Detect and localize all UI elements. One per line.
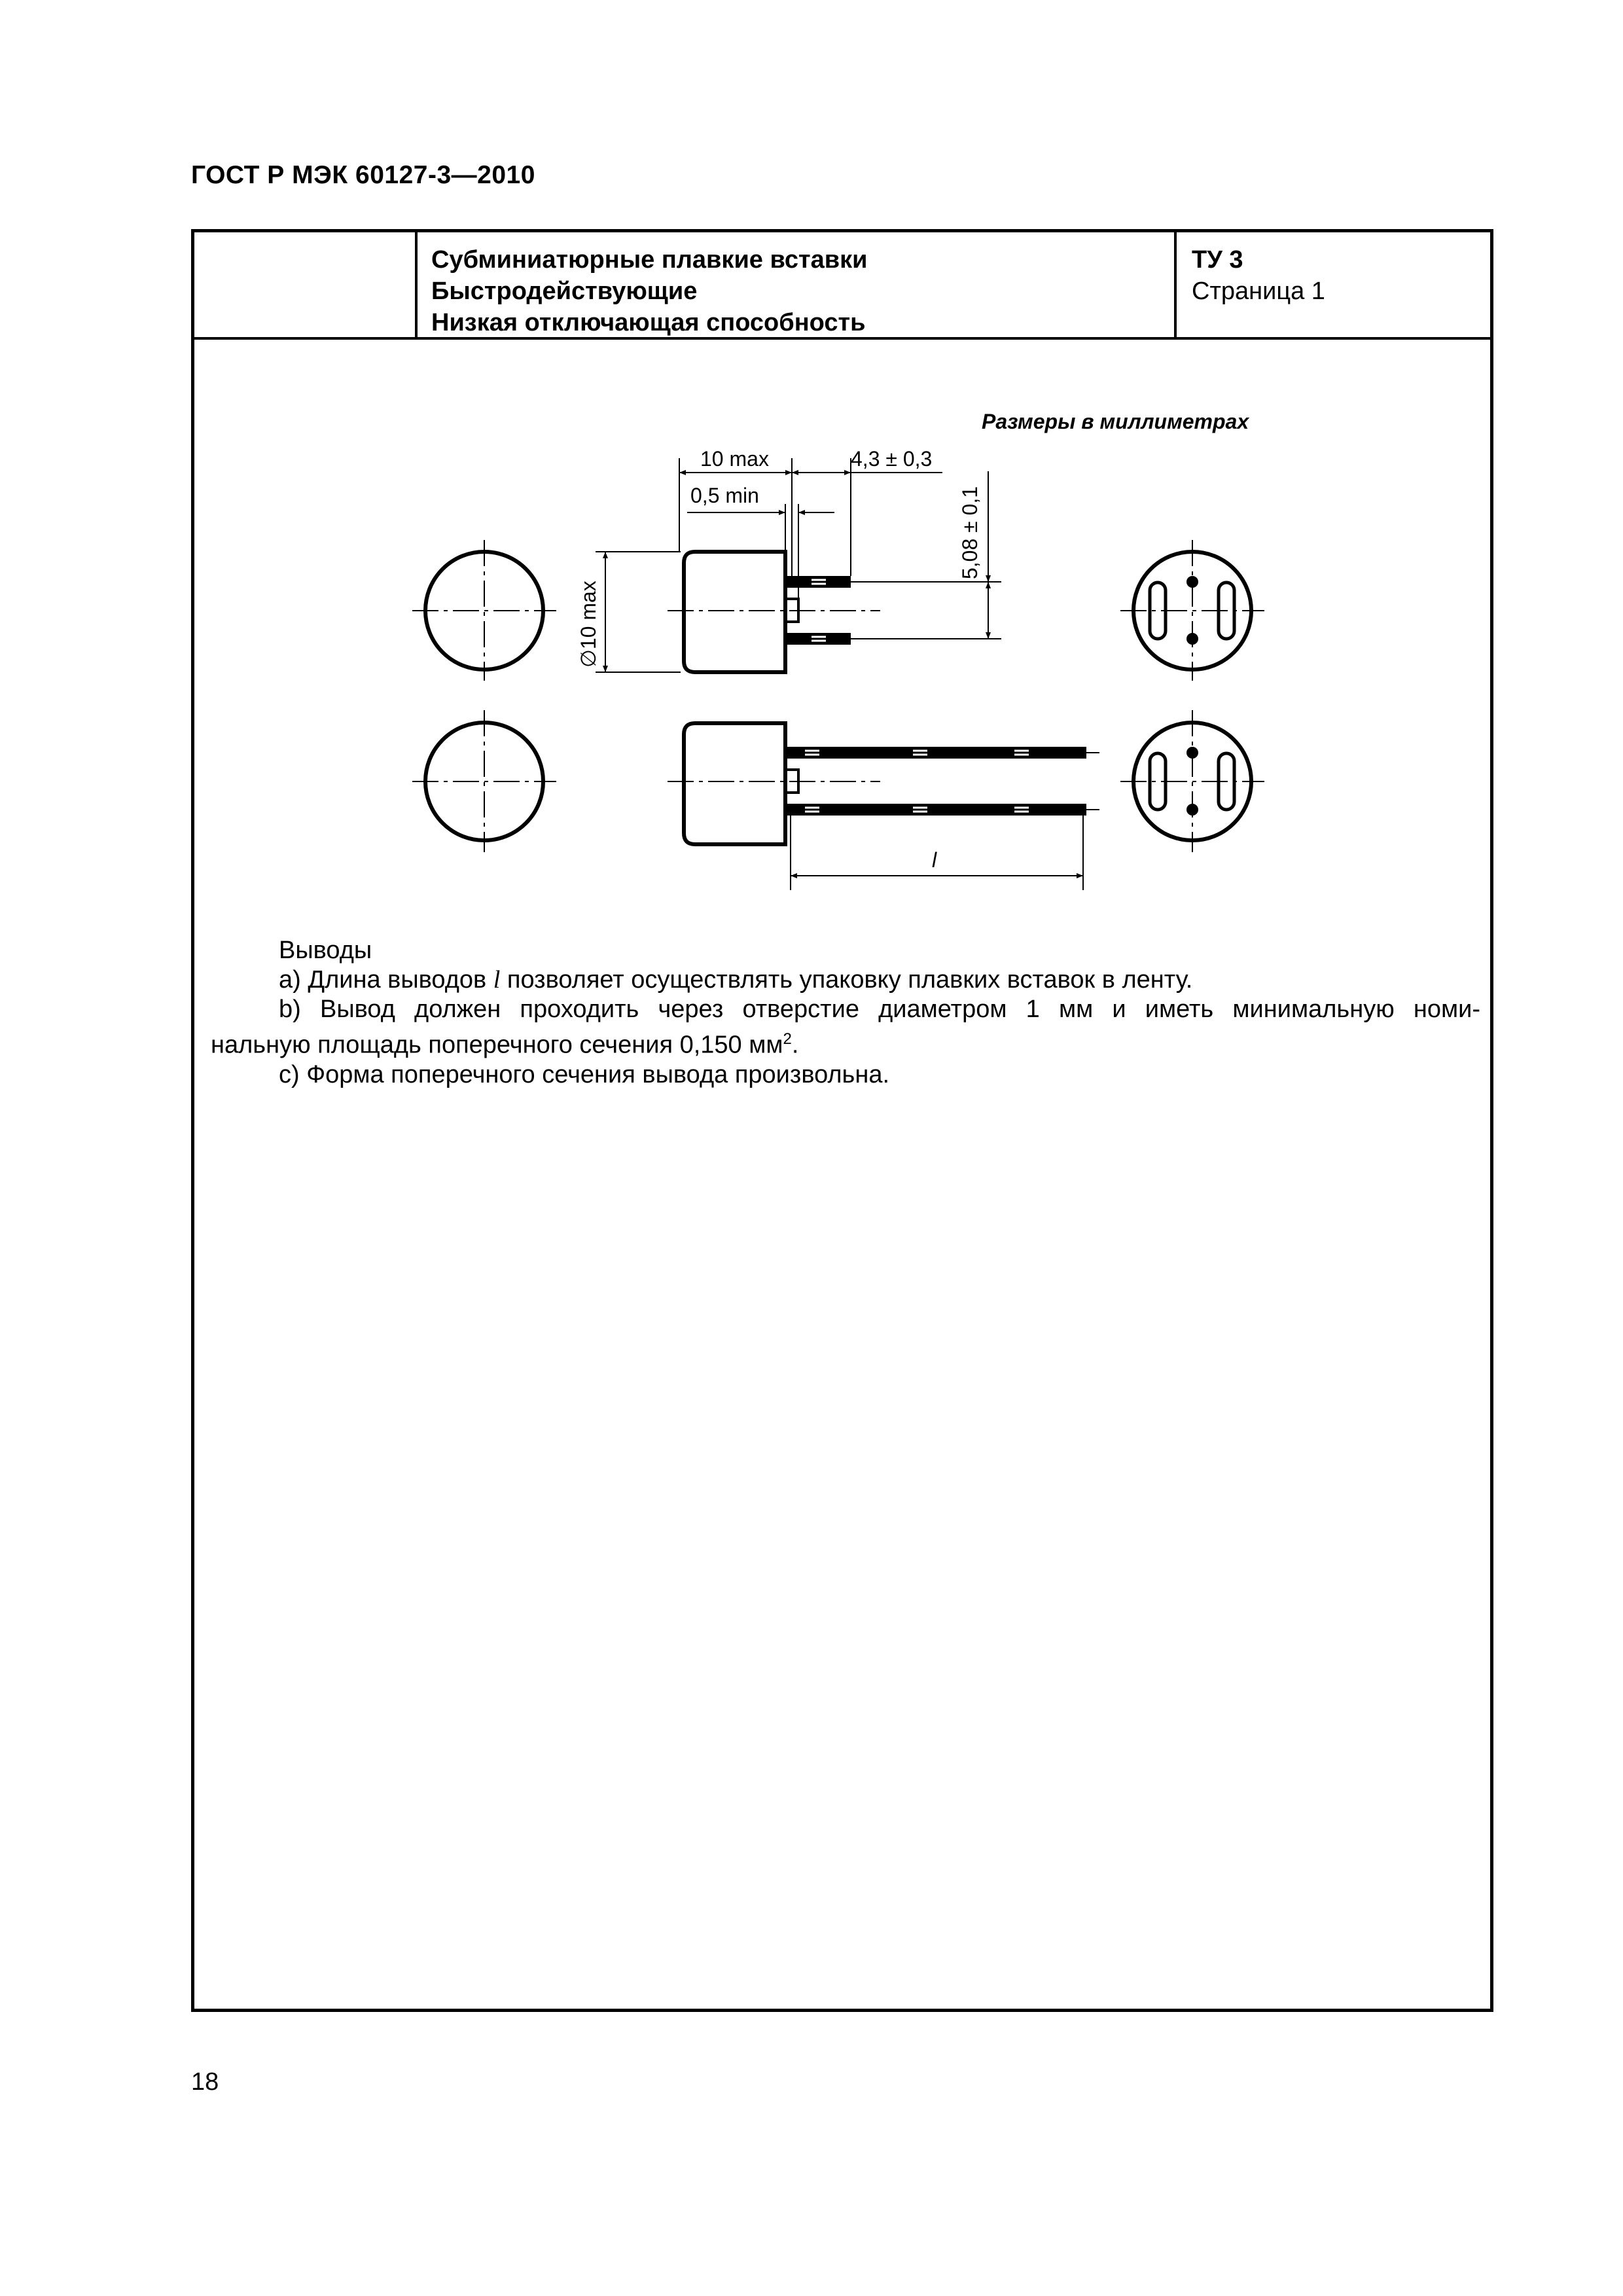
dimension-diameter xyxy=(577,552,681,672)
bottom-row-end-view xyxy=(1120,710,1264,852)
dimension-lead-pitch xyxy=(851,471,1001,639)
dim-lead-pitch-label: 5,08 ± 0,1 xyxy=(958,486,982,579)
dim-diameter-label: ∅10 max xyxy=(577,581,600,668)
dimension-body-length xyxy=(679,447,792,576)
units-note: Размеры в миллиметрах xyxy=(982,410,1249,433)
document-code: ГОСТ Р МЭК 60127-3—2010 xyxy=(191,161,535,189)
page-number: 18 xyxy=(191,2068,219,2096)
dimension-long-lead xyxy=(791,816,1083,890)
header-title-line-3: Низкая отключающая способность xyxy=(431,309,866,336)
dimension-lead-length xyxy=(792,447,942,576)
top-row-fuse-body xyxy=(668,552,880,672)
bottom-row-side-circle xyxy=(412,710,556,852)
dim-gap-label: 0,5 min xyxy=(690,484,759,507)
dim-long-lead-label: l xyxy=(932,848,937,872)
note-item-a: a) Длина выводов l позволяет осуществлять упаковку плавких вставок в ленту. xyxy=(279,966,1193,994)
sheet-code: ТУ 3 xyxy=(1192,246,1243,274)
top-row-end-view xyxy=(1120,540,1264,681)
sheet-page: Страница 1 xyxy=(1192,278,1325,305)
note-item-c: c) Форма поперечного сечения вывода произвольна. xyxy=(279,1060,890,1088)
dim-lead-length-label: 4,3 ± 0,3 xyxy=(851,447,933,471)
notes-heading: Выводы xyxy=(279,937,372,964)
leads-notes xyxy=(211,936,1480,1090)
header-title-line-1: Субминиатюрные плавкие вставки xyxy=(431,246,868,274)
top-row-side-circle xyxy=(412,540,556,681)
bottom-row-fuse-body xyxy=(668,723,1099,844)
header-title-line-2: Быстродействующие xyxy=(431,278,698,305)
note-item-b-line-1: b) Вывод должен проходить через отверстие диаметром 1 мм и иметь минимальную номи- xyxy=(279,996,1480,1023)
dim-body-length-label: 10 max xyxy=(700,447,769,471)
note-item-b-line-2: нальную площадь поперечного сечения 0,150 $мм^2$. xyxy=(211,1030,799,1059)
